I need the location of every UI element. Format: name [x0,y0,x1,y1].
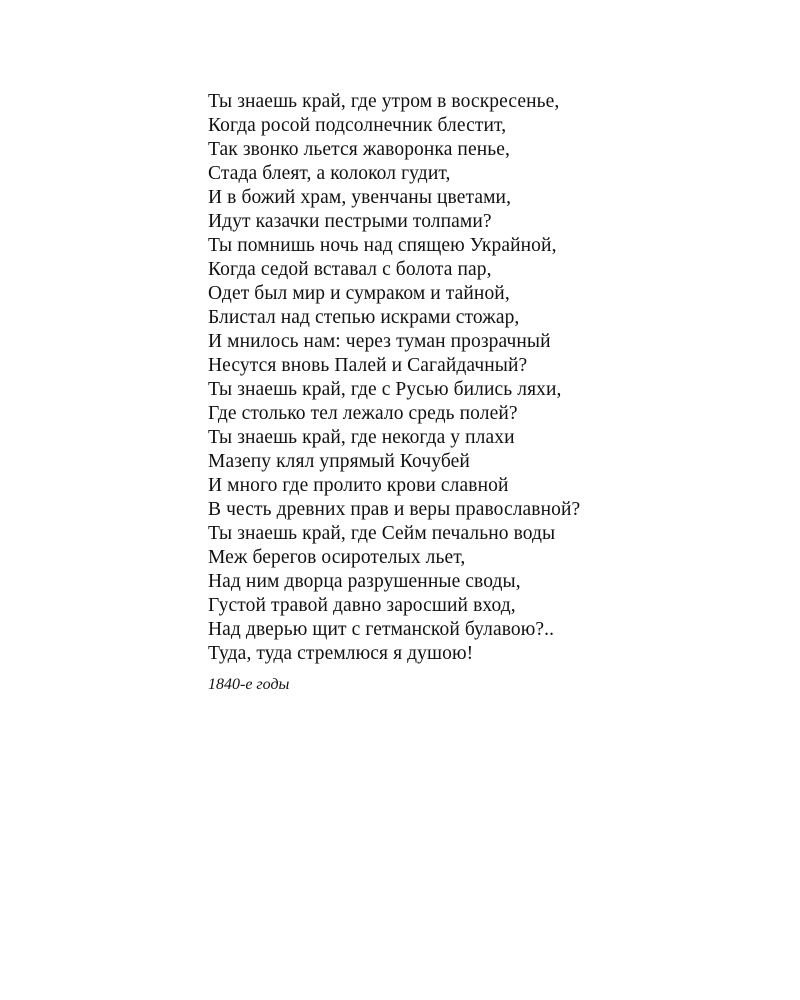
poem-line: И в божий храм, увенчаны цветами, [208,187,512,208]
poem-line: Мазепу клял упрямый Кочубей [208,451,470,472]
poem-line: Густой травой давно заросший вход, [208,595,516,616]
poem-line: Ты знаешь край, где утром в воскресенье, [208,91,560,112]
poem-line: И много где пролито крови славной [208,475,509,496]
poem-line: Туда, туда стремлюся я душою! [208,643,474,664]
poem-line: Над ним дворца разрушенные своды, [208,571,521,592]
poem-line: Когда росой подсолнечник блестит, [208,115,507,136]
poem-line: Несутся вновь Палей и Сагайдачный? [208,355,528,376]
poem-line: Ты знаешь край, где с Русью бились ляхи, [208,379,562,400]
poem-line: Блистал над степью искрами стожар, [208,307,520,328]
poem-line: Идут казачки пестрыми толпами? [208,211,492,232]
poem-line: Когда седой вставал с болота пар, [208,259,492,280]
poem-line: Над дверью щит с гетманской булавою?.. [208,619,555,640]
poem-line: Ты помнишь ночь над спящею Украйной, [208,235,557,256]
poem-line: Меж берегов осиротелых льет, [208,547,466,568]
poem-line: Стада блеят, а колокол гудит, [208,163,451,184]
poem-line: Ты знаешь край, где Сейм печально воды [208,523,556,544]
poem-text [208,90,768,697]
poem-line: И мнилось нам: через туман прозрачный [208,331,551,352]
poem-line: Так звонко льется жаворонка пенье, [208,139,510,160]
poem-line: Где столько тел лежало средь полей? [208,403,518,424]
poem-date: 1840-е годы [208,676,290,693]
poem-line: Ты знаешь край, где некогда у плахи [208,427,515,448]
poem-line: Одет был мир и сумраком и тайной, [208,283,510,304]
poem-line: В честь древних прав и веры православной? [208,499,581,520]
